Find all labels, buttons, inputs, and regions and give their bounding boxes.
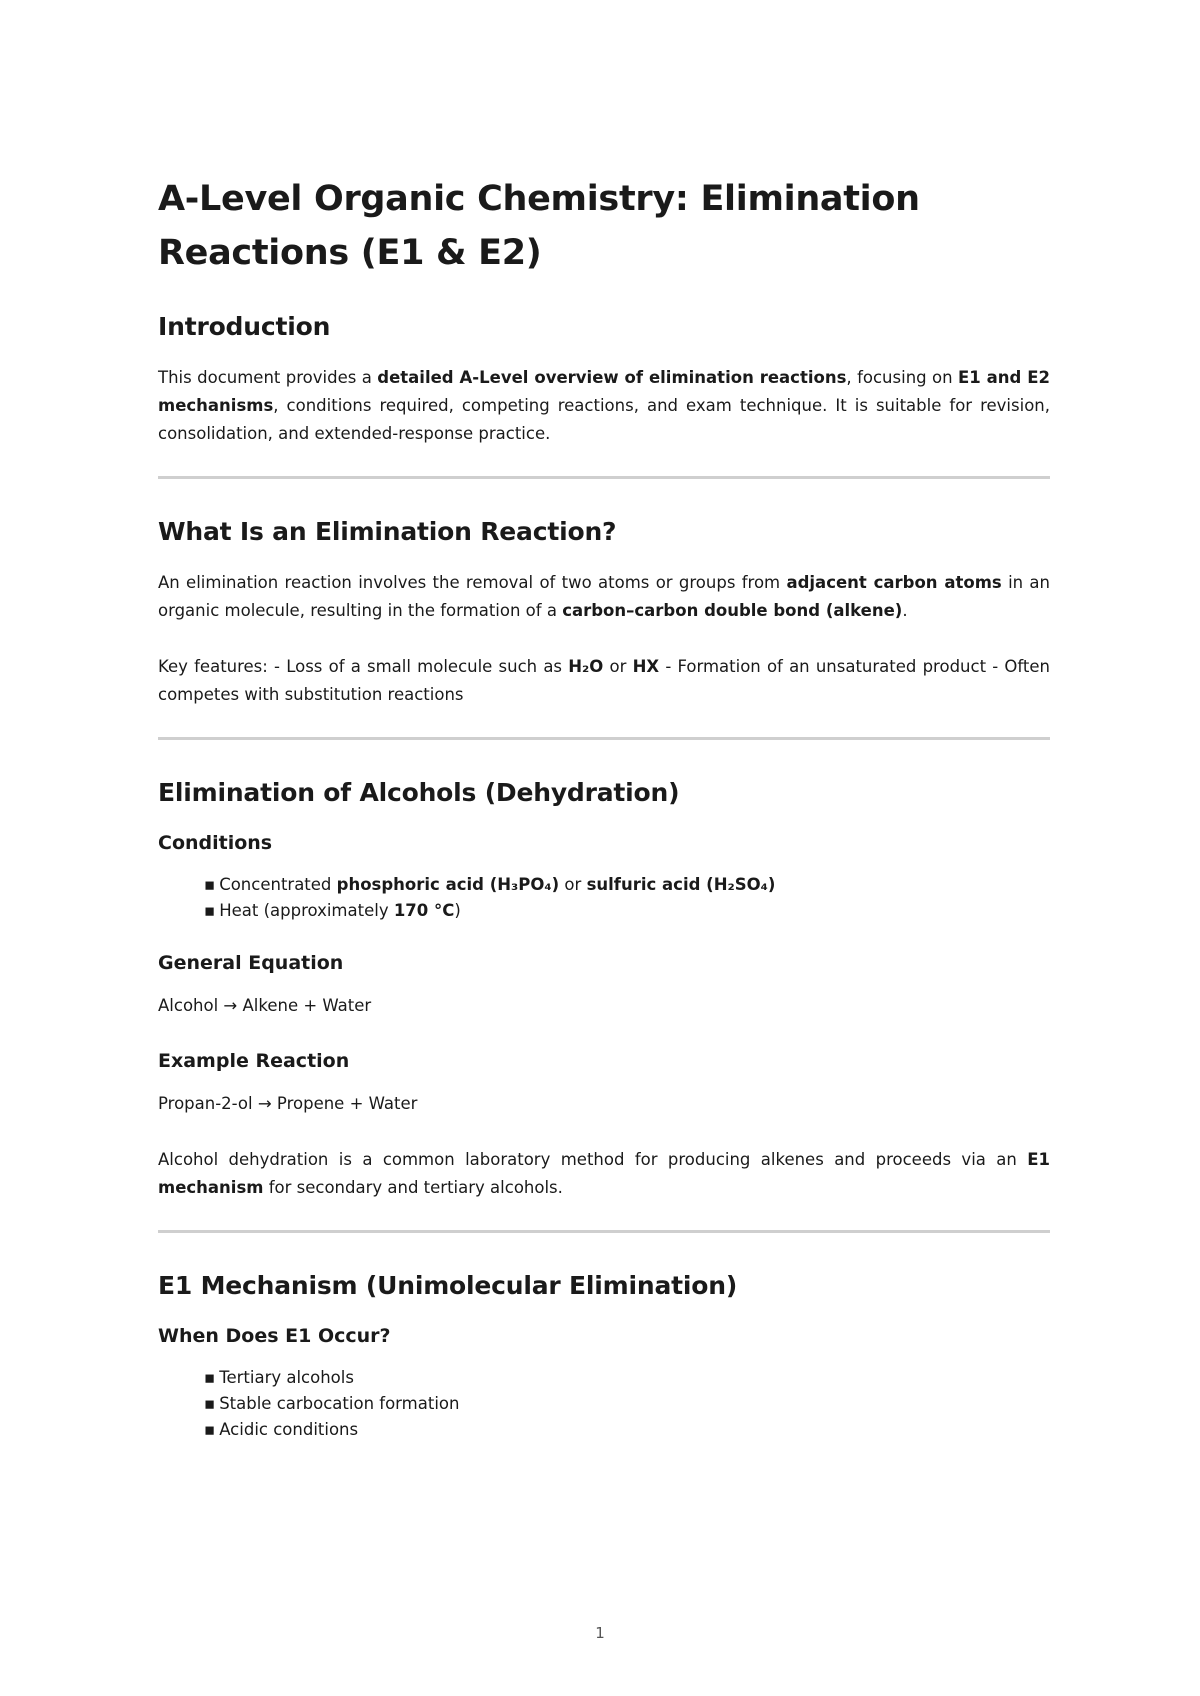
bullet-icon: ▪ xyxy=(204,1394,216,1413)
dehydration-text-2: for secondary and tertiary alcohols. xyxy=(263,1178,563,1197)
what-text-3: . xyxy=(902,601,908,620)
what-text-2: in an organic molecule, resulting in the formation of a xyxy=(158,573,1050,620)
bullet-icon: ▪ xyxy=(204,1368,216,1387)
section-divider xyxy=(158,1230,1050,1233)
list-item-text: Acidic conditions xyxy=(219,1420,359,1439)
conditions-heading: Conditions xyxy=(158,832,273,854)
what-heading: What Is an Elimination Reaction? xyxy=(158,517,617,546)
what-bold-2: carbon–carbon double bond (alkene) xyxy=(562,601,903,620)
section-divider xyxy=(158,476,1050,479)
cond-text-4: ) xyxy=(454,901,461,920)
key-bold-water: H₂O xyxy=(568,657,604,676)
what-paragraph-2 xyxy=(158,653,1050,709)
intro-text-2: , focusing on xyxy=(846,368,958,387)
intro-bold-1: detailed A-Level overview of elimination reactions xyxy=(377,368,847,387)
dehydration-text-1: Alcohol dehydration is a common laboratory method for producing alkenes and proceeds via an xyxy=(158,1150,1028,1169)
page-number: 1 xyxy=(595,1624,605,1642)
document-title: A-Level Organic Chemistry: Elimination Reactions (E1 & E2) xyxy=(158,179,920,273)
bullet-icon: ▪ xyxy=(204,1420,216,1439)
cond-bold-1: phosphoric acid (H₃PO₄) xyxy=(336,875,560,894)
list-item xyxy=(204,1417,1050,1443)
what-paragraph-1 xyxy=(158,569,1050,625)
list-item xyxy=(204,872,1050,898)
document-page xyxy=(158,172,1050,1469)
intro-heading: Introduction xyxy=(158,312,331,341)
intro-text-3: , conditions required, competing reactions, and exam technique. It is suitable for revision, consolidation, and extended-response practice. xyxy=(158,396,1050,443)
bullet-icon: ▪ xyxy=(204,901,216,920)
bullet-icon: ▪ xyxy=(204,875,216,894)
cond-text-2: or xyxy=(559,875,587,894)
conditions-list xyxy=(158,872,1050,924)
what-text-1: An elimination reaction involves the removal of two atoms or groups from xyxy=(158,573,787,592)
what-bold-1: adjacent carbon atoms xyxy=(786,573,1002,592)
e1-conditions-list xyxy=(158,1365,1050,1443)
list-item-text: Stable carbocation formation xyxy=(219,1394,460,1413)
example-heading: Example Reaction xyxy=(158,1050,350,1072)
intro-bold-2: E1 and E2 mechanisms xyxy=(158,368,1051,415)
cond-bold-2: sulfuric acid (H₂SO₄) xyxy=(586,875,776,894)
section-divider xyxy=(158,737,1050,740)
intro-text-1: This document provides a xyxy=(158,368,378,387)
key-text-2: or xyxy=(603,657,633,676)
dehydration-bold: E1 mechanism xyxy=(158,1150,1050,1197)
list-item-text: Tertiary alcohols xyxy=(219,1368,354,1387)
cond-bold-3: 170 °C xyxy=(393,901,455,920)
general-equation: Alcohol → Alkene + Water xyxy=(158,996,372,1015)
dehydration-paragraph xyxy=(158,1146,1050,1202)
list-item xyxy=(204,1391,1050,1417)
when-heading: When Does E1 Occur? xyxy=(158,1325,391,1347)
cond-text-3: Heat (approximately xyxy=(219,901,394,920)
list-item xyxy=(204,898,1050,924)
e1-heading: E1 Mechanism (Unimolecular Elimination) xyxy=(158,1271,738,1300)
cond-text-1: Concentrated xyxy=(219,875,337,894)
alcohols-heading: Elimination of Alcohols (Dehydration) xyxy=(158,778,680,807)
example-reaction: Propan-2-ol → Propene + Water xyxy=(158,1094,418,1113)
intro-paragraph xyxy=(158,364,1050,448)
key-bold-hx: HX xyxy=(632,657,660,676)
key-text-1: Key features: - Loss of a small molecule such as xyxy=(158,657,569,676)
key-text-3: - Formation of an unsaturated product - Often competes with substitution reactions xyxy=(158,657,1050,704)
equation-heading: General Equation xyxy=(158,952,344,974)
list-item xyxy=(204,1365,1050,1391)
